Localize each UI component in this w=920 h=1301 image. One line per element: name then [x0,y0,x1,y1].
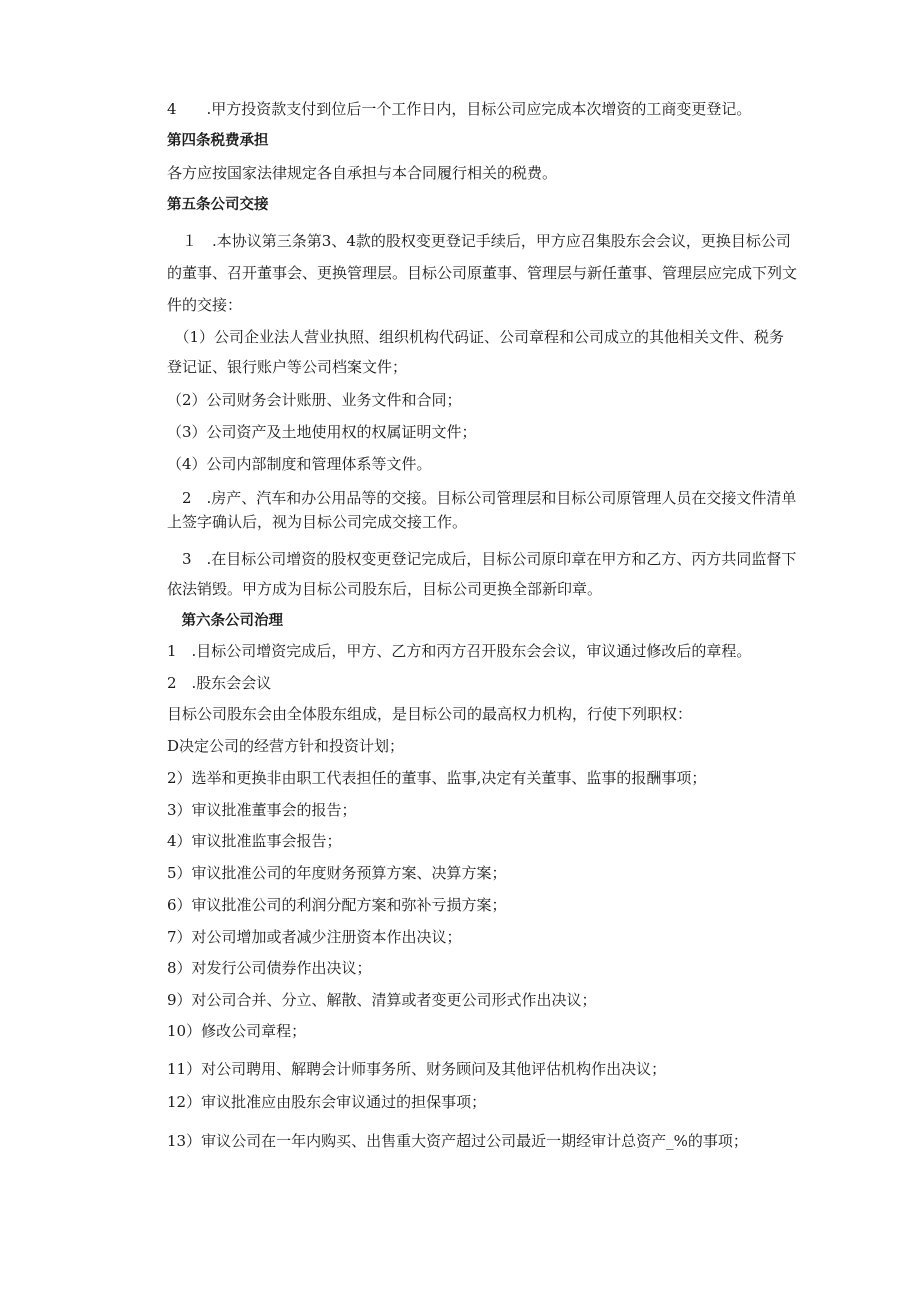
article-5-item-1-line-2: 的董事、召开董事会、更换管理层。目标公司原董事、管理层与新任董事、管理层应完成下列文 [167,264,798,282]
power-item-6: 6）审议批准公司的利润分配方案和弥补亏损方案； [167,896,507,914]
power-item-7: 7）对公司增加或者减少注册资本作出决议； [167,928,462,946]
handover-list-item-4: （4）公司内部制度和管理体系等文件。 [167,455,432,473]
power-item-2: 2）选举和更换非由职工代表担任的董事、监事,决定有关董事、监事的报酬事项； [167,769,707,787]
handover-list-item-1-line-2: 登记证、银行账户等公司档案文件； [167,358,408,376]
article-5-item-2-line-1: 2 .房产、汽车和办公用品等的交接。目标公司管理层和目标公司原管理人员在交接文件清单 [167,489,797,507]
power-item-9: 9）对公司合并、分立、解散、清算或者变更公司形式作出决议； [167,991,597,1009]
clause-3-item-4: 4 .甲方投资款支付到位后一个工作日内，目标公司应完成本次增资的工商变更登记。 [167,100,752,118]
power-item-10: 10）修改公司章程； [167,1022,307,1040]
power-item-12: 12）审议批准应由股东会审议通过的担保事项； [167,1093,487,1111]
handover-list-item-2: （2）公司财务会计账册、业务文件和合同； [167,391,462,409]
article-6-heading: 第六条公司治理 [167,613,283,629]
article-4-body: 各方应按国家法律规定各自承担与本合同履行相关的税费。 [167,164,558,182]
article-5-item-1-line-1: １ .本协议第三条第3、4款的股权变更登记手续后，甲方应召集股东会会议，更换目标公司 [167,232,791,250]
article-4-heading: 第四条税费承担 [167,133,269,149]
power-item-1: D决定公司的经营方针和投资计划； [167,737,405,755]
power-item-5: 5）审议批准公司的年度财务预算方案、决算方案； [167,864,507,882]
article-5-item-3-line-2: 依法销毁。甲方成为目标公司股东后，目标公司更换全部新印章。 [167,580,603,598]
power-item-3: 3）审议批准董事会的报告； [167,801,357,819]
article-5-heading: 第五条公司交接 [167,197,269,213]
article-5-item-3-line-1: 3 .在目标公司增资的股权变更登记完成后，目标公司原印章在甲方和乙方、丙方共同监督下 [167,550,797,568]
handover-list-item-3: （3）公司资产及土地使用权的权属证明文件； [167,423,477,441]
power-item-13: 13）审议公司在一年内购买、出售重大资产超过公司最近一期经审计总资产_%的事项； [167,1132,748,1150]
article-6-item-1: 1 .目标公司增资完成后，甲方、乙方和丙方召开股东会会议，审议通过修改后的章程。 [167,642,752,660]
power-item-4: 4）审议批准监事会报告； [167,832,342,850]
article-6-item-2: 2 .股东会会议 [167,674,272,692]
handover-list-item-1-line-1: （1）公司企业法人营业执照、组织机构代码证、公司章程和公司成立的其他相关文件、税务 [167,328,785,346]
power-item-11: 11）对公司聘用、解聘会计师事务所、财务顾问及其他评估机构作出决议； [167,1060,667,1078]
power-item-8: 8）对发行公司债券作出决议； [167,959,372,977]
article-5-item-1-line-3: 件的交接： [167,296,243,314]
article-5-item-2-line-2: 上签字确认后，视为目标公司完成交接工作。 [167,513,468,531]
shareholders-meeting-intro: 目标公司股东会由全体股东组成，是目标公司的最高权力机构，行使下列职权： [167,705,693,723]
